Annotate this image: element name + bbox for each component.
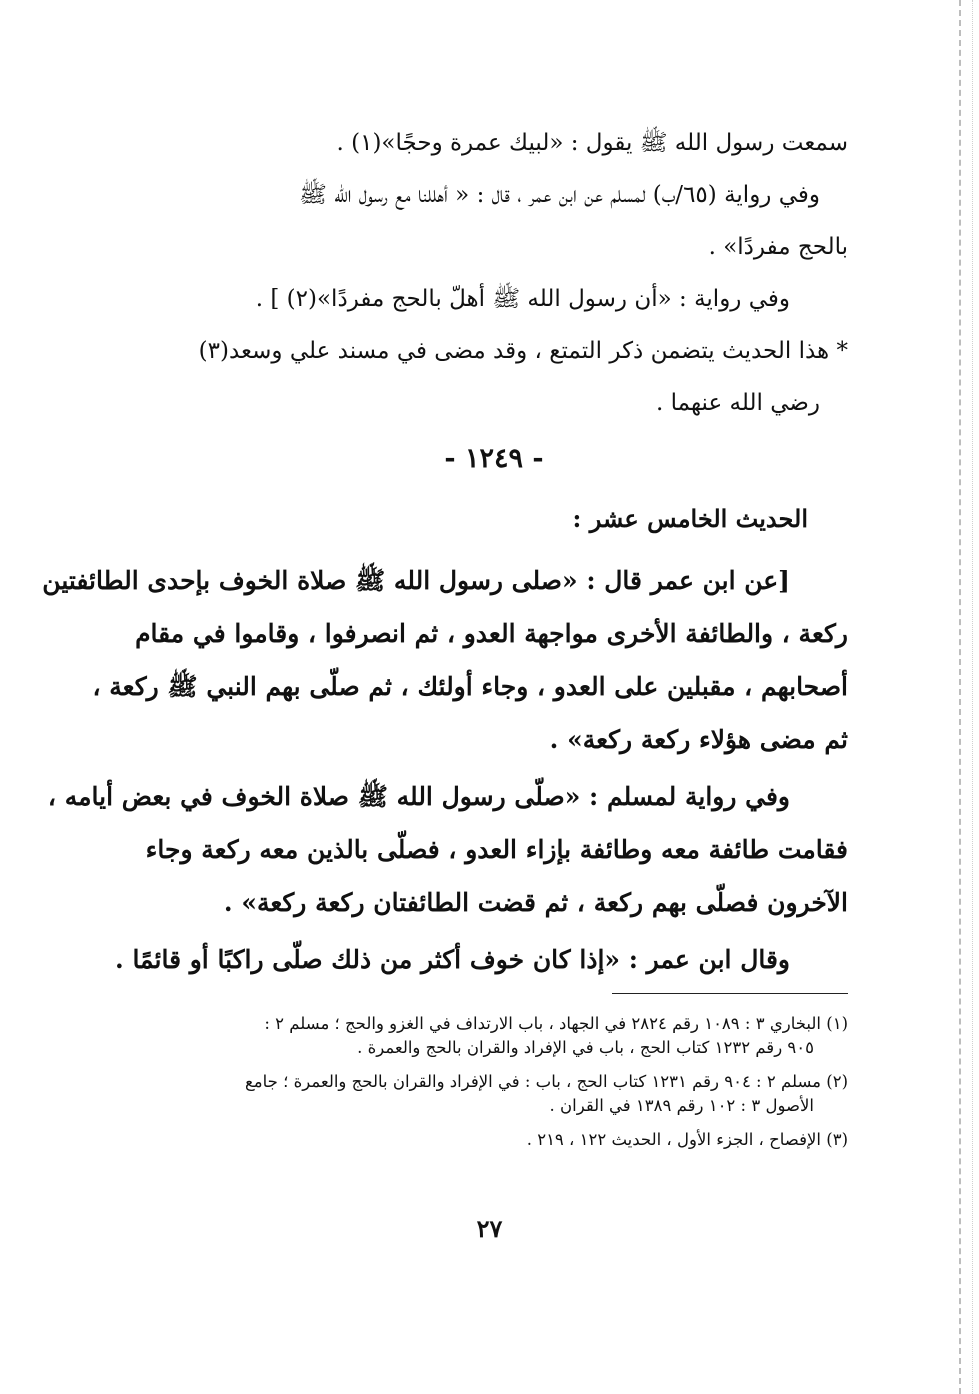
hadith-paragraph-3 [115, 933, 848, 986]
hadith-number-heading: - ١٢٤٩ - [444, 443, 544, 474]
hadith1-line4: ثم مضى هؤلاء ركعة ركعة» . [549, 725, 848, 754]
footnote-2-line1: (٢) مسلم ٢ : ٩٠٤ رقم ١٢٣١ كتاب الحج ، باب : في الإفراد والقران بالحج والعمرة ؛ جامع [244, 1072, 848, 1091]
hadith1-line1: [عن ابن عمر قال : «صلى رسول الله ﷺ صلاة الخوف بإحدى الطائفتين [42, 566, 790, 595]
hadith2-line3: الآخرون فصلّى بهم ركعة ، ثم قضت الطائفتان ركعة ركعة» . [223, 888, 848, 917]
hadith2-line1: وفي رواية لمسلم : «صلّى رسول الله ﷺ صلاة الخوف في بعض أيامه ، [47, 782, 790, 811]
para4-line1: * هذا الحديث يتضمن ذكر التمتع ، وقد مضى في مسند علي وسعد(٣) [198, 338, 848, 364]
page-edge-mark-outer [972, 0, 973, 1394]
page-edge-mark [959, 0, 961, 1394]
main-text [42, 128, 848, 986]
para2-line1: وفي رواية (٦٥/ب) لمسلم عن ابن عمر ، قال : « أهللنا مع رسول الله ﷺ [299, 182, 820, 208]
hadith3-line1: وقال ابن عمر : «إذا كان خوف أكثر من ذلك صلّى راكبًا أو قائمًا . [115, 945, 790, 974]
hadith-paragraph-1 [42, 554, 848, 766]
footnote-1-line1: (١) البخاري ٣ : ١٠٨٩ رقم ٢٨٢٤ في الجهاد ، باب الارتداف في الغزو والحج ؛ مسلم ٢ : [264, 1014, 848, 1033]
footnote-3-line1: (٣) الإفصاح ، الجزء الأول ، الحديث ١٢٢ ، ٢١٩ . [526, 1130, 848, 1149]
hadith-paragraph-2 [47, 770, 848, 929]
para2-line2: بالحج مفردًا» . [708, 234, 848, 260]
section-title: الحديث الخامس عشر : [572, 504, 808, 533]
para4-line2: رضي الله عنهما . [656, 390, 820, 416]
hadith2-line2: فقامت طائفة معه وطائفة بإزاء العدو ، فصلّى بالذين معه ركعة وجاء [145, 835, 848, 864]
para1-line1: سمعت رسول الله ﷺ يقول : «لبيك عمرة وحجًا»(١) . [336, 130, 848, 156]
para3-line1: وفي رواية : «أن رسول الله ﷺ أهلّ بالحج مفردًا»(٢) ] . [255, 286, 790, 312]
footnotes [140, 1012, 848, 1152]
hadith1-line2: ركعة ، والطائفة الأخرى مواجهة العدو ، ثم انصرفوا ، وقاموا في مقام [135, 619, 848, 648]
hadith1-line3: أصحابهم ، مقبلين على العدو ، وجاء أولئك ، ثم صلّى بهم النبي ﷺ ركعة ، [92, 672, 848, 701]
footnote-1-line2: ٩٠٥ رقم ١٢٣٢ كتاب الحج ، باب في الإفراد والقران بالحج والعمرة . [357, 1038, 814, 1057]
footnote-separator [612, 993, 848, 994]
footnote-2-line2: الأصول ٣ : ١٠٢ رقم ١٣٨٩ في القران . [549, 1096, 814, 1115]
page-number: ٢٧ [476, 1214, 503, 1243]
